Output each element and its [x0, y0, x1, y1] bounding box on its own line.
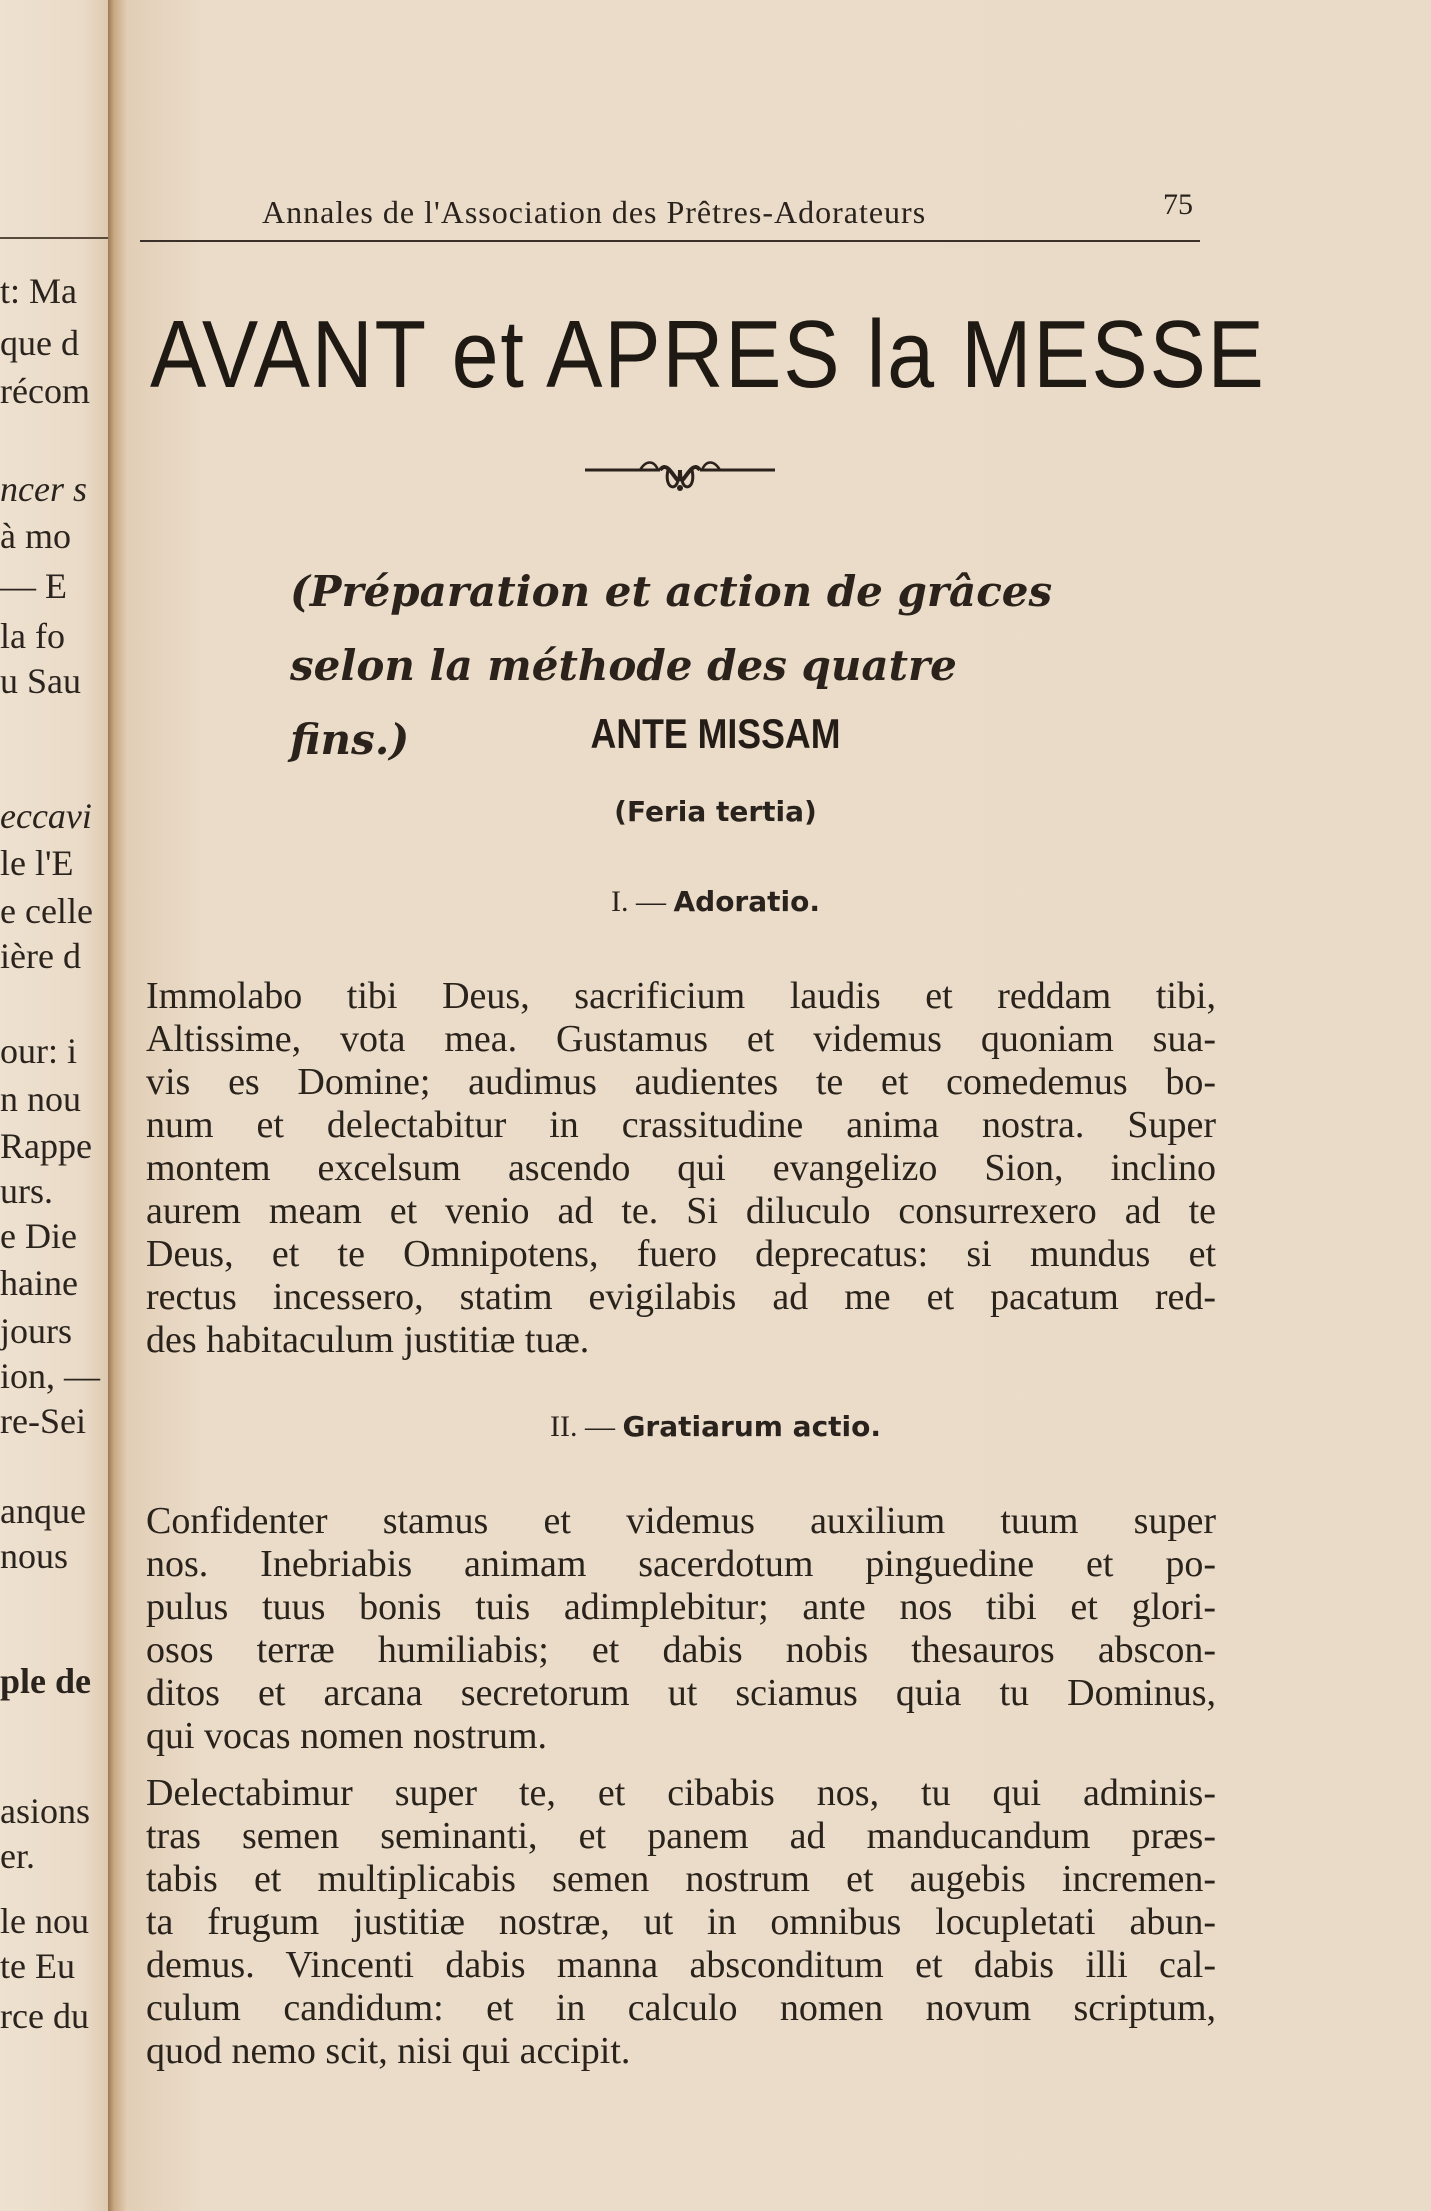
- text-line: vis es Domine; audimus audientes te et comedemus bo-: [146, 1061, 1216, 1103]
- adjacent-page-fragment: u Sau: [0, 661, 81, 701]
- adjacent-page-fragment: jours: [0, 1311, 72, 1351]
- paragraph: [146, 1772, 1216, 2073]
- adjacent-page-fragment: ière d: [0, 936, 81, 976]
- text-line: quod nemo scit, nisi qui accipit.: [146, 2030, 631, 2072]
- adjacent-page-fragment: le l'E: [0, 843, 74, 883]
- section-heading-ante-missam: ANTE MISSAM: [590, 710, 841, 757]
- adjacent-page-fragment: urs.: [0, 1171, 53, 1211]
- text-line: qui vocas nomen nostrum.: [146, 1715, 548, 1757]
- adjacent-page-fragment: n nou: [0, 1079, 81, 1119]
- adjacent-page-rule: [0, 237, 112, 239]
- paragraph: [146, 1500, 1216, 1758]
- text-line: nos. Inebriabis animam sacerdotum pinguedine et po-: [146, 1543, 1216, 1585]
- adjacent-page-fragment: e celle: [0, 891, 93, 931]
- section-number: I. —: [610, 885, 666, 918]
- adjacent-page-fragment: ncer s: [0, 469, 87, 509]
- text-line: Deus, et te Omnipotens, fuero deprecatus: si mundus et: [146, 1233, 1216, 1275]
- adjacent-page-fragment: t: Ma: [0, 271, 77, 311]
- running-header: Annales de l'Association des Prêtres-Adorateurs: [262, 194, 927, 230]
- text-line: Altissime, vota mea. Gustamus et videmus quoniam sua-: [146, 1018, 1216, 1060]
- adjacent-page-strip: [0, 0, 118, 2211]
- text-line: ditos et arcana secretorum ut sciamus quia tu Dominus,: [146, 1672, 1216, 1714]
- paragraph: [146, 975, 1216, 1362]
- adjacent-page-fragment: ple de: [0, 1661, 92, 1701]
- subtitle-line: selon la méthode des quatre fins.): [290, 641, 957, 764]
- adjacent-page-fragment: our: i: [0, 1031, 77, 1071]
- text-line: Immolabo tibi Deus, sacrificium laudis et reddam tibi,: [146, 975, 1216, 1017]
- section-number: II. —: [549, 1410, 615, 1443]
- text-line: osos terræ humiliabis; et dabis nobis thesauros abscon-: [146, 1629, 1216, 1671]
- adjacent-page-fragment: rce du: [0, 1996, 89, 2036]
- section-title: Gratiarum actio.: [622, 1410, 882, 1443]
- adjacent-page-fragment: er.: [0, 1836, 35, 1876]
- adjacent-page-fragment: e Die: [0, 1216, 77, 1256]
- text-line: pulus tuus bonis tuis adimplebitur; ante nos tibi et glori-: [146, 1586, 1216, 1628]
- text-line: Confidenter stamus et videmus auxilium tuum super: [146, 1500, 1216, 1542]
- article-title: AVANT et APRES la MESSE: [150, 301, 1266, 408]
- adjacent-page-fragment: la fo: [0, 616, 65, 656]
- text-line: tabis et multiplicabis semen nostrum et augebis incremen-: [146, 1858, 1216, 1900]
- section-heading: [0, 885, 1431, 919]
- section-heading: [0, 1410, 1431, 1444]
- text-line: ta frugum justitiæ nostræ, ut in omnibus locupletati abun-: [146, 1901, 1216, 1943]
- adjacent-page-fragment: le nou: [0, 1901, 89, 1941]
- text-line: culum candidum: et in calculo nomen novum scriptum,: [146, 1987, 1216, 2029]
- text-line: num et delectabitur in crassitudine anima nostra. Super: [146, 1104, 1216, 1146]
- adjacent-page-fragment: nous: [0, 1536, 69, 1576]
- book-gutter: [108, 0, 126, 2211]
- adjacent-page-fragment: haine: [0, 1263, 78, 1303]
- page-number: 75: [1163, 188, 1193, 221]
- adjacent-page-fragment: re-Sei: [0, 1401, 86, 1441]
- adjacent-page-fragment: ion, —: [0, 1356, 101, 1396]
- text-line: aurem meam et venio ad te. Si diluculo consurrexero ad te: [146, 1190, 1216, 1232]
- adjacent-page-fragment: anque: [0, 1491, 86, 1531]
- adjacent-page-fragment: te Eu: [0, 1946, 75, 1986]
- text-line: des habitaculum justitiæ tuæ.: [146, 1319, 590, 1361]
- adjacent-page-fragment: que d: [0, 323, 79, 363]
- adjacent-page-fragment: — E: [0, 566, 67, 606]
- adjacent-page-fragment: à mo: [0, 516, 71, 556]
- text-line: Delectabimur super te, et cibabis nos, tu qui adminis-: [146, 1772, 1216, 1814]
- section-title: Adoratio.: [673, 885, 820, 918]
- ornament-flourish-icon: [580, 448, 780, 508]
- adjacent-page-fragment: asions: [0, 1791, 90, 1831]
- adjacent-page-fragment: récom: [0, 371, 90, 411]
- header-rule: [140, 240, 1200, 242]
- feria-label: (Feria tertia): [614, 795, 817, 828]
- text-line: rectus incessero, statim evigilabis ad me et pacatum red-: [146, 1276, 1216, 1318]
- adjacent-page-fragment: eccavi: [0, 796, 92, 836]
- text-line: montem excelsum ascendo qui evangelizo Sion, inclino: [146, 1147, 1216, 1189]
- subtitle-line: (Préparation et action de grâces: [290, 567, 1053, 616]
- text-line: demus. Vincenti dabis manna absconditum et dabis illi cal-: [146, 1944, 1216, 1986]
- text-line: tras semen seminanti, et panem ad manducandum præs-: [146, 1815, 1216, 1857]
- adjacent-page-fragment: Rappe: [0, 1126, 92, 1166]
